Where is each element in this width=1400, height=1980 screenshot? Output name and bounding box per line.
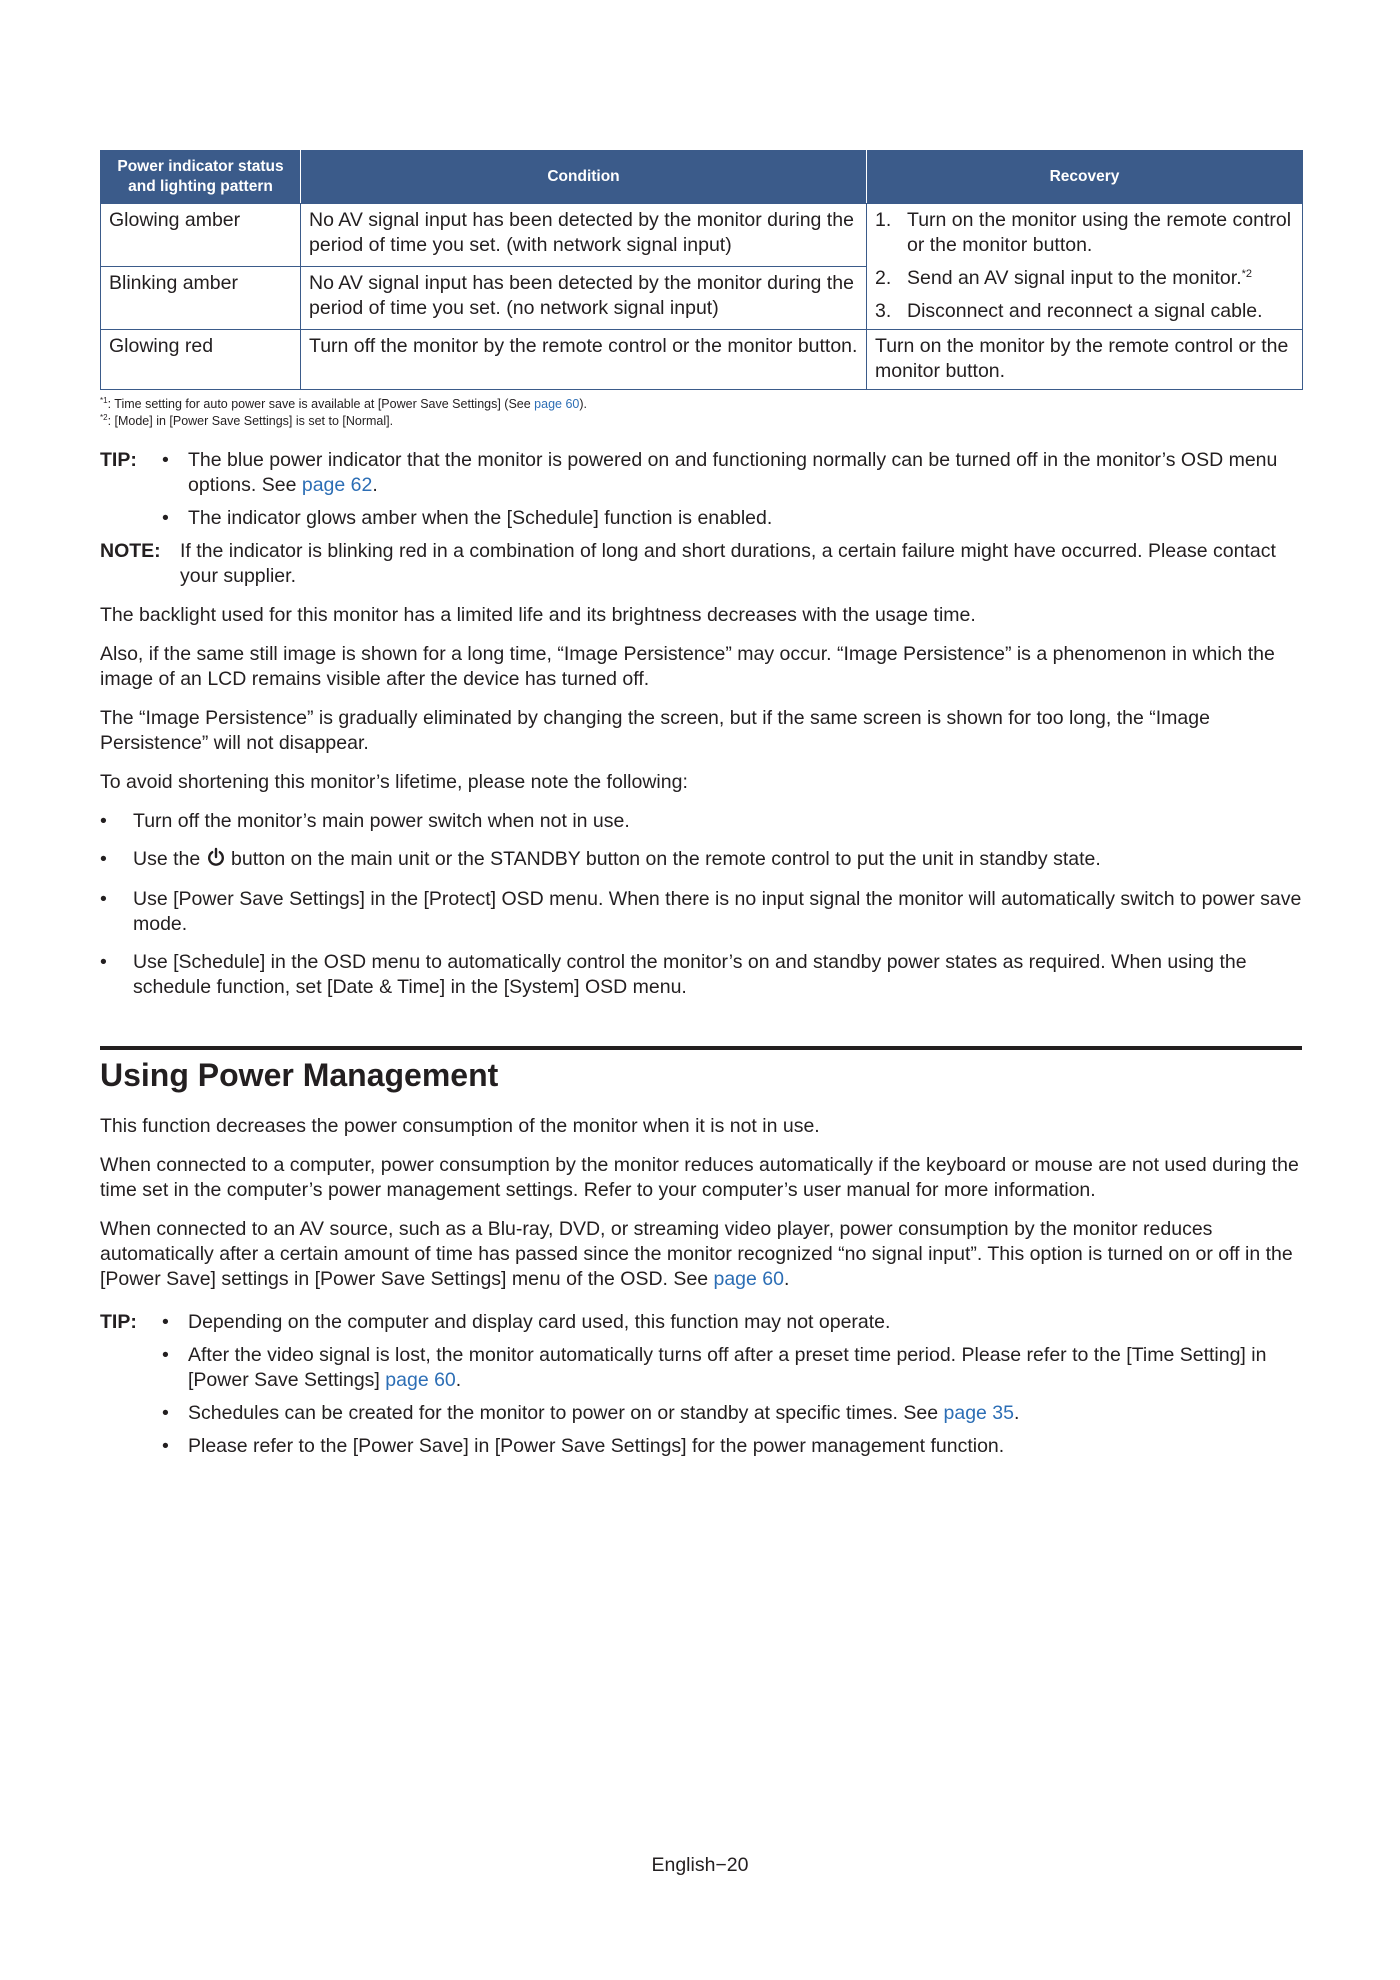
recovery-cell [867,204,1303,330]
header-recovery: Recovery [867,151,1303,204]
document-page [100,150,1302,1467]
tip-label: TIP: [100,1311,137,1333]
list-item: • Use [Schedule] in the OSD menu to automatically control the monitor’s on and standby power states as required. When using the schedule function, set [Date & Time] in the [System] OSD menu. [100,951,1247,998]
recovery-step: 3. Disconnect and reconnect a signal cable. [875,300,1263,322]
paragraph: When connected to an AV source, such as a Blu-ray, DVD, or streaming video player, power consumption by the monitor reduces automatically after a certain amount of time has passed since the monitor recognized “no signal input”. This option is turned on or off in the [Power Save] settings in [Power Save Settings] menu of the OSD. See page 60. [100,1218,1293,1290]
footnote-ref: *2 [1241,268,1253,280]
page-link[interactable]: page 60 [713,1268,784,1290]
section-title: Using Power Management [100,1057,499,1093]
list-item: • Schedules can be created for the monitor to power on or standby at specific times. See page 35. [162,1402,1020,1424]
list-item: • After the video signal is lost, the monitor automatically turns off after a preset time period. Please refer to the [Time Setting] in [Power Save Settings] page 60. [162,1344,1267,1391]
note-text: If the indicator is blinking red in a combination of long and short durations, a certain failure might have occurred. Please contact your supplier. [180,540,1276,587]
header-status: Power indicator status and lighting pattern [101,151,301,204]
recovery-steps [875,208,1294,324]
page-link[interactable]: page 60 [534,397,580,411]
table-row [101,204,1303,267]
recovery-step: 1. Turn on the monitor using the remote control or the monitor button. [875,209,1292,256]
list-item: • Use [Power Save Settings] in the [Protect] OSD menu. When there is no input signal the monitor will automatically switch to power save mode. [100,888,1302,935]
condition-cell: No AV signal input has been detected by the monitor during the period of time you set. (no network signal input) [301,267,867,330]
status-cell: Glowing amber [101,204,301,267]
condition-cell: No AV signal input has been detected by the monitor during the period of time you set. (with network signal input) [301,204,867,267]
page-link[interactable]: page 62 [301,474,373,496]
table-footnotes [100,396,1302,430]
list-item: • Depending on the computer and display card used, this function may not operate. [162,1311,891,1333]
recovery-step: 2. Send an AV signal input to the monitor.$^{*2}$ [875,267,1253,289]
status-cell: Blinking amber [101,267,301,330]
paragraph: This function decreases the power consumption of the monitor when it is not in use. [100,1115,820,1137]
power-icon [207,847,225,874]
paragraph: To avoid shortening this monitor’s lifetime, please note the following: [100,771,688,793]
page-link[interactable]: page 35 [943,1402,1014,1424]
paragraph: The “Image Persistence” is gradually eliminated by changing the screen, but if the same screen is shown for too long, the “Image Persistence” will not disappear. [100,707,1210,754]
tip-label: TIP: [100,449,137,471]
page-number: English−20 [651,1854,749,1876]
section-divider [100,1046,1302,1050]
header-condition: Condition [301,151,867,204]
note-block [100,539,1302,589]
tip-block [100,1310,1302,1459]
paragraph: Also, if the same still image is shown for a long time, “Image Persistence” may occur. “Image Persistence” is a phenomenon in which the image of an LCD remains visible after the device has turned off. [100,643,1275,690]
power-indicator-table [100,150,1303,390]
paragraph: The backlight used for this monitor has a limited life and its brightness decreases with the usage time. [100,604,976,626]
list-item: • The blue power indicator that the monitor is powered on and functioning normally can be turned off in the monitor’s OSD menu options. See page 62. [162,449,1278,496]
tip-list [160,1310,1302,1459]
lifetime-tips-list [100,809,1302,1000]
table-header-row [101,151,1303,204]
tip-block [100,448,1302,531]
page-link[interactable]: page 60 [385,1369,456,1391]
footnote: $^{*1}$: Time setting for auto power save is available at [Power Save Settings] (See page 60). [100,396,587,411]
list-item: • Use the button on the main unit or the STANDBY button on the remote control to put the unit in standby state. [100,847,1302,874]
status-cell: Glowing red [101,330,301,390]
list-item: • The indicator glows amber when the [Schedule] function is enabled. [162,507,773,529]
note-label: NOTE: [100,540,161,562]
recovery-cell: Turn on the monitor by the remote control or the monitor button. [867,330,1303,390]
list-item: • Please refer to the [Power Save] in [Power Save Settings] for the power management function. [162,1435,1005,1457]
list-item: • Turn off the monitor’s main power switch when not in use. [100,810,630,832]
condition-cell: Turn off the monitor by the remote control or the monitor button. [301,330,867,390]
tip-list [160,448,1302,531]
paragraph: When connected to a computer, power consumption by the monitor reduces automatically if the keyboard or mouse are not used during the time set in the computer’s power management settings. Refer to your computer’s user manual for more information. [100,1154,1299,1201]
table-row [101,330,1303,390]
footnote: $^{*2}$: [Mode] in [Power Save Settings] is set to [Normal]. [100,413,394,428]
